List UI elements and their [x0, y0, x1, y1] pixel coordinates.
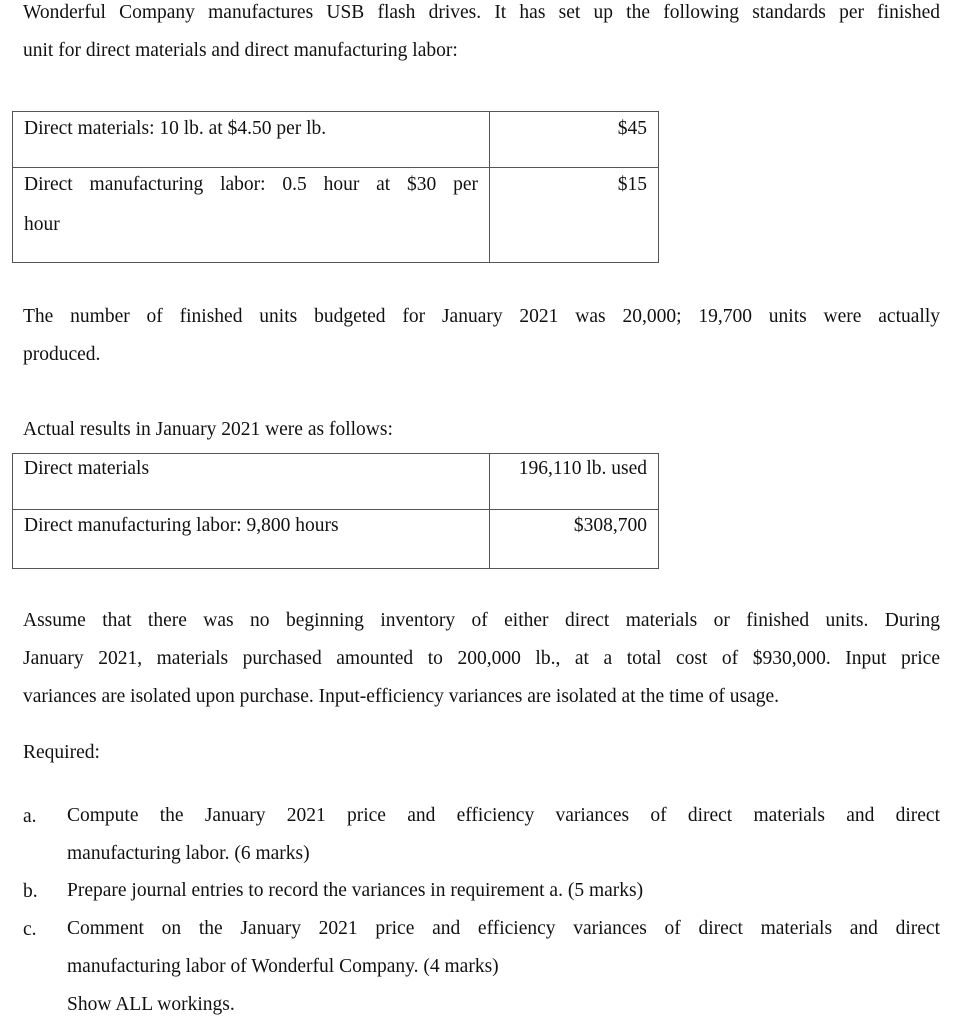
assumption-line-1: Assume that there was no beginning inventory of either direct materials or finished units. During [23, 610, 940, 631]
actual-cell-label [13, 454, 490, 510]
standards-row-materials [13, 112, 659, 168]
assumption-line-3: variances are isolated upon purchase. Input-efficiency variances are isolated at the time of usage. [23, 686, 780, 707]
standards-materials-label: Direct materials: 10 lb. at $4.50 per lb. [24, 118, 327, 139]
budget-line-1: The number of finished units budgeted for January 2021 was 20,000; 19,700 units were actually [23, 306, 940, 327]
standards-table [12, 111, 659, 263]
assumption-line-2: January 2021, materials purchased amounted to 200,000 lb., at a total cost of $930,000. Input price [23, 648, 940, 669]
actual-materials-label: Direct materials [24, 458, 150, 479]
intro-line-2: unit for direct materials and direct manufacturing labor: [23, 40, 458, 61]
requirement-c-line-1: Comment on the January 2021 price and efficiency variances of direct materials and direct [67, 918, 940, 939]
standards-labor-label-line-1: Direct manufacturing labor: 0.5 hour at $30 per [24, 174, 478, 195]
actual-row-materials [13, 454, 659, 510]
actual-heading: Actual results in January 2021 were as follows: [23, 419, 393, 440]
budget-line-2: produced. [23, 344, 101, 365]
requirement-a-line-2: manufacturing labor. (6 marks) [67, 843, 310, 864]
standards-labor-amount: $15 [617, 174, 647, 195]
standards-cell-label [13, 168, 490, 263]
standards-row-labor [13, 168, 659, 263]
actual-materials-value: 196,110 lb. used [518, 458, 647, 479]
actual-table [12, 453, 659, 569]
requirement-a-letter: a. [23, 806, 37, 827]
requirement-c-line-3: Show ALL workings. [67, 994, 235, 1015]
standards-cell-label [13, 112, 490, 168]
standards-cell-amount [490, 112, 659, 168]
intro-line-1: Wonderful Company manufactures USB flash drives. It has set up the following standards per finished [23, 2, 940, 23]
actual-cell-value [490, 454, 659, 510]
requirement-b-line-1: Prepare journal entries to record the variances in requirement a. (5 marks) [67, 880, 644, 901]
actual-cell-label [13, 510, 490, 569]
requirement-b-letter: b. [23, 881, 38, 902]
actual-row-labor [13, 510, 659, 569]
actual-labor-value: $308,700 [573, 515, 647, 536]
standards-labor-label-line-2: hour [24, 214, 60, 235]
standards-cell-amount [490, 168, 659, 263]
actual-cell-value [490, 510, 659, 569]
required-label: Required: [23, 742, 100, 763]
actual-labor-label: Direct manufacturing labor: 9,800 hours [24, 515, 339, 536]
requirement-c-letter: c. [23, 919, 37, 940]
requirement-a-line-1: Compute the January 2021 price and efficiency variances of direct materials and direct [67, 805, 940, 826]
standards-materials-amount: $45 [617, 118, 647, 139]
requirement-c-line-2: manufacturing labor of Wonderful Company. (4 marks) [67, 956, 499, 977]
